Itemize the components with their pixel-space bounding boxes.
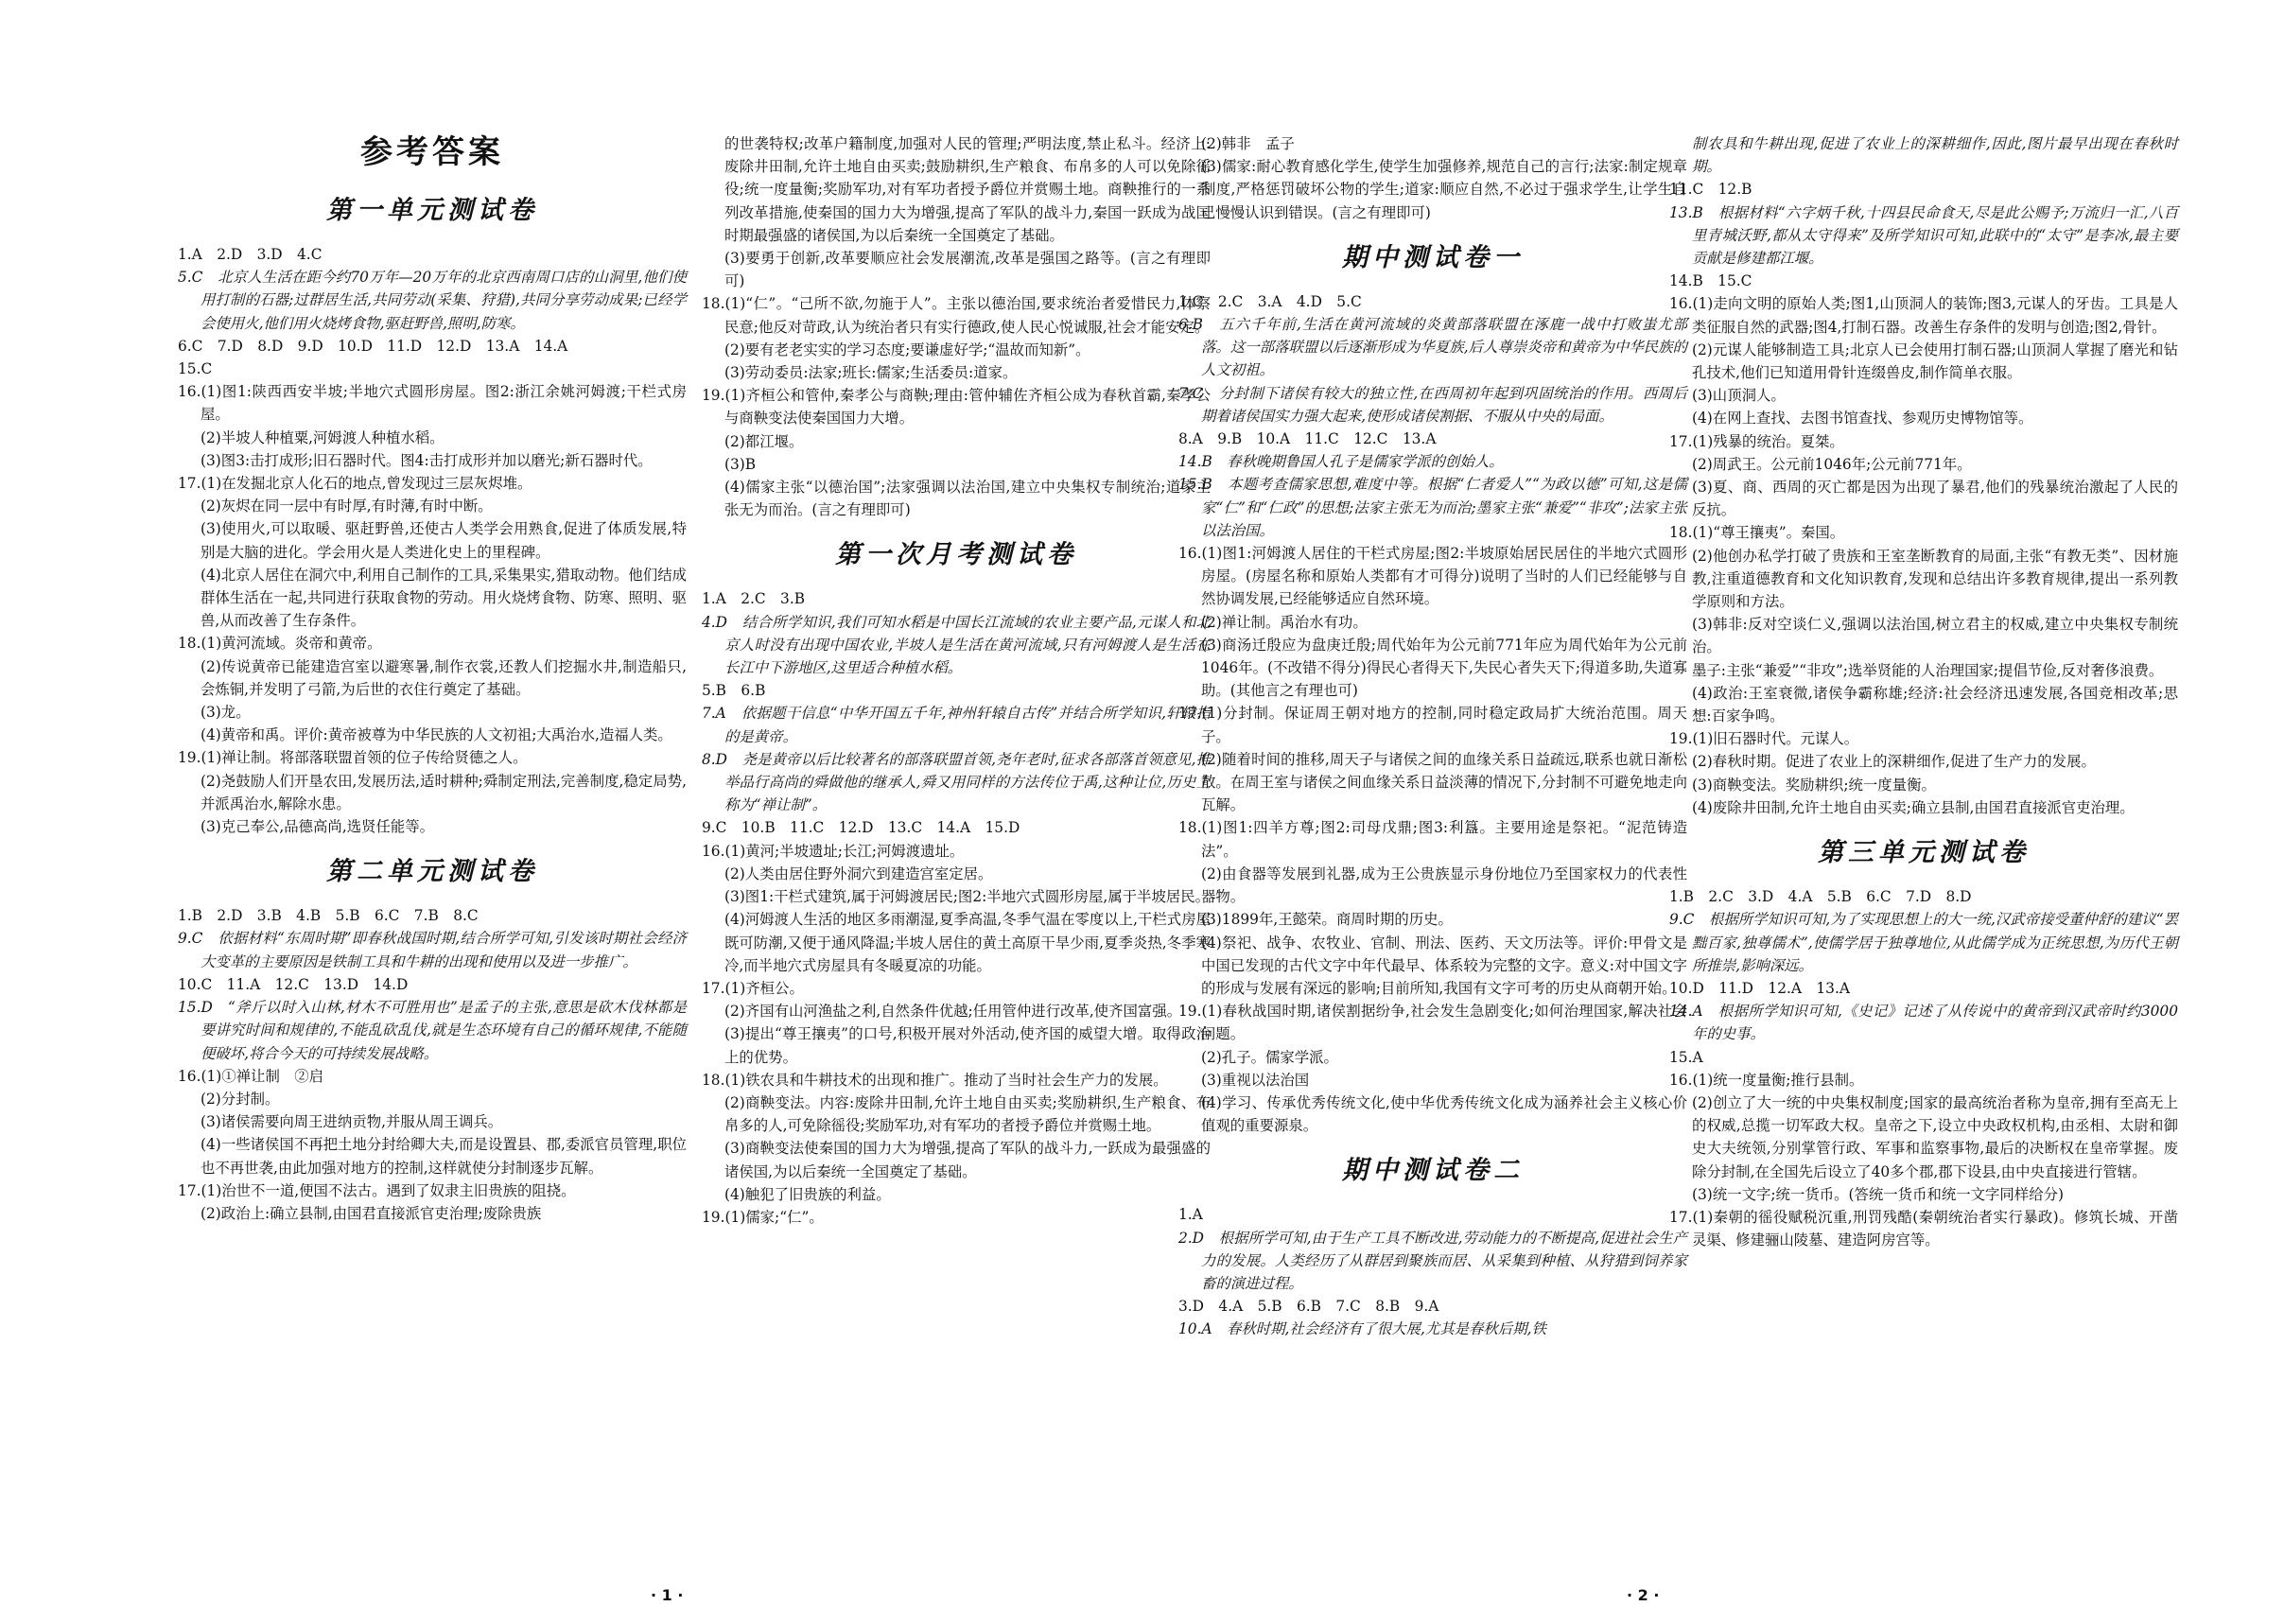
answer-subitem: (2)由食器等发展到礼器,成为王公贵族显示身份地位乃至国家权力的代表性器物。 bbox=[1201, 864, 1687, 906]
answer-subitem: (3)B bbox=[724, 455, 757, 473]
answer-item: 15.B 本题考查儒家思想,难度中等。根据“仁者爱人”“为政以德”可知,这是儒家“仁”和“仁政”的思想;法家主张无为而治;墨家主张“兼爱”“非攻”;法家主张以法治国。 bbox=[1178, 476, 1687, 539]
answer-subitem: (4)学习、传承优秀传统文化,使中华优秀传统文化成为涵养社会主义核心价值观的重要源泉。 bbox=[1201, 1093, 1687, 1135]
answer-item: 17.(1)在发掘北京人化石的地点,曾发现过三层灰烬堆。 bbox=[178, 475, 532, 493]
answer-item: 14.A 根据所学知识可知,《史记》记述了从传说中的黄帝到汉武帝时约3000年的史事。 bbox=[1669, 1003, 2178, 1043]
answer-item: 5.B 6.B bbox=[702, 682, 766, 700]
answer-subitem: (2)元谋人能够制造工具;北京人已会使用打制石器;山顶洞人掌握了磨光和钻孔技术,他们已知道用骨针连缀兽皮,制作简单衣服。 bbox=[1692, 341, 2178, 382]
answer-subitem: 墨子:主张“兼爱”“非攻”;选举贤能的人治理国家;提倡节俭,反对奢侈浪费。 bbox=[1692, 661, 2164, 679]
answer-subitem: (4)黄帝和禹。评价:黄帝被尊为中华民族的人文初祖;大禹治水,造福人类。 bbox=[201, 726, 672, 744]
answer-item: 8.A 9.B 10.A 11.C 12.C 13.A bbox=[1178, 430, 1437, 448]
answer-item: 16.(1)①禅让制 ②启 bbox=[178, 1067, 324, 1085]
answer-subitem: (2)韩非 孟子 bbox=[1201, 135, 1295, 152]
answer-item: 6.B 五六千年前,生活在黄河流域的炎黄部落联盟在涿鹿一战中打败蚩尤部落。这一部落联盟以后逐渐形成为华夏族,后人尊崇炎帝和黄帝为中华民族的人文初祖。 bbox=[1178, 316, 1687, 379]
answer-subitem: (4)废除井田制,允许土地自由买卖;确立县制,由国君直接派官吏治理。 bbox=[1692, 798, 2135, 816]
answer-subitem: (2)灰烬在同一层中有时厚,有时薄,有时中断。 bbox=[201, 498, 493, 515]
answer-item: 13.B 根据材料“六字炳千秋,十四县民命食天,尽是此公赐予;万流归一汇,八百里青城沃野,都从太守得来”及所学知识可知,此联中的“太守”是李冰,最主要贡献是修建都江堰。 bbox=[1669, 203, 2178, 268]
answer-item: 9.C 根据所学知识可知,为了实现思想上的大一统,汉武帝接受董仲舒的建议“罢黜百家,独尊儒术”,使儒学居于独尊地位,从此儒学成为正统思想,为历代王朝所推崇,影响深远。 bbox=[1669, 911, 2178, 974]
answer-subitem: (4)北京人居住在洞穴中,利用自己制作的工具,采集果实,猎取动物。他们结成群体生活在一起,共同进行获取食物的劳动。用火烧烤食物、防寒、照明、驱兽,从而改善了生存条件。 bbox=[201, 566, 687, 630]
answer-subitem: (3)1899年,王懿荣。商周时期的历史。 bbox=[1201, 911, 1453, 929]
answer-item: 14.B 春秋晚期鲁国人孔子是儒家学派的创始人。 bbox=[1178, 453, 1504, 471]
answer-item: 17.(1)秦朝的徭役赋税沉重,刑罚残酷(秦朝统治者实行暴政)。修筑长城、开凿灵渠、修建骊山陵墓、建造阿房宫等。 bbox=[1669, 1208, 2178, 1249]
answer-subitem: (3)使用火,可以取暖、驱赶野兽,还使古人类学会用熟食,促进了体质发展,特别是大脑的进化。学会用火是人类进化史上的里程碑。 bbox=[201, 520, 687, 561]
answer-item: 1.B 2.C 3.D 4.A 5.B 6.C 7.D 8.D bbox=[1669, 888, 1972, 906]
answer-item: 7.C 分封制下诸侯有较大的独立性,在西周初年起到巩固统治的作用。西周后期着诸侯国实力强大起来,使形成诸侯割据、不服从中央的局面。 bbox=[1178, 384, 1687, 425]
answer-subitem: (4)一些诸侯国不再把土地分封给卿大夫,而是设置县、郡,委派官员管理,职位也不再世袭,由此加强对地方的控制,这样就使分封制逐步瓦解。 bbox=[201, 1136, 687, 1177]
answer-subitem: (3)劳动委员:法家;班长:儒家;生活委员:道家。 bbox=[724, 364, 1018, 382]
answer-item: 17.(1)残暴的统治。夏桀。 bbox=[1669, 432, 1844, 450]
answer-item: 9.C 10.B 11.C 12.D 13.C 14.A 15.D bbox=[702, 819, 1020, 837]
answer-item: 16.(1)走向文明的原始人类;图1,山顶洞人的装饰;图3,元谋人的牙齿。工具是人类征服自然的武器;图4,打制石器。改善生存条件的发明与创造;图2,骨针。 bbox=[1669, 295, 2178, 336]
answer-subitem: (2)尧鼓励人们开垦农田,发展历法,适时耕种;舜制定刑法,完善制度,稳定局势,并派禹治水,解除水患。 bbox=[201, 772, 687, 812]
answer-item: 19.(1)春秋战国时期,诸侯割据纷争,社会发生急剧变化;如何治理国家,解决社会问题。 bbox=[1178, 1003, 1687, 1043]
answer-item: 18.(1)铁农具和牛耕技术的出现和推广。推动了当时社会生产力的发展。 bbox=[702, 1071, 1168, 1089]
section-title: 第二单元测试卷 bbox=[326, 857, 538, 887]
answer-subitem: (3)诸侯需要向周王进纳贡物,并服从周王调兵。 bbox=[201, 1113, 503, 1131]
answer-item: 4.D 结合所学知识,我们可知水稻是中国长江流域的农业主要产品,元谋人和北京人时没有出现中国农业,半坡人是生活在黄河流域,只有河姆渡人是生活在长江中下游地区,这里适合种植水稻。 bbox=[702, 613, 1211, 677]
answer-item: 10.C 11.A 12.C 13.D 14.D bbox=[178, 975, 409, 993]
answer-subitem: (3)克己奉公,品德高尚,选贤任能等。 bbox=[201, 818, 435, 836]
answer-item: 19.(1)旧石器时代。元谋人。 bbox=[1669, 730, 1859, 748]
answer-subitem: (3)龙。 bbox=[201, 704, 251, 722]
answer-subitem: (2)半坡人种植粟,河姆渡人种植水稻。 bbox=[201, 428, 445, 446]
answer-subitem: (2)周武王。公元前1046年;公元前771年。 bbox=[1692, 455, 1972, 473]
answer-subitem: (3)夏、商、西周的灭亡都是因为出现了暴君,他们的残暴统治激起了人民的反抗。 bbox=[1692, 479, 2178, 519]
answer-item: 17.(1)治世不一道,便国不法古。遇到了奴隶主旧贵族的阻挠。 bbox=[178, 1181, 576, 1199]
answer-subitem: (3)重视以法治国 bbox=[1201, 1071, 1310, 1089]
answer-subitem: (2)随着时间的推移,周天子与诸侯之间的血缘关系日益疏远,联系也就日渐松散。在周王室与诸侯之间血缘关系日益淡薄的情况下,分封制不可避免地走向瓦解。 bbox=[1201, 750, 1687, 814]
answer-subitem: (3)图1:干栏式建筑,属于河姆渡居民;图2:半地穴式圆形房屋,属于半坡居民。 bbox=[724, 888, 1211, 906]
answer-subitem: (4)河姆渡人生活的地区多雨潮湿,夏季高温,冬季气温在零度以上,干栏式房屋既可防潮,又便于通风降温;半坡人居住的黄土高原干旱少雨,夏季炎热,冬季寒冷,而半地穴式房屋具有冬暖夏凉的功能。 bbox=[724, 911, 1211, 974]
answer-item: 19.(1)齐桓公和管仲,秦孝公与商鞅;理由:管仲辅佐齐桓公成为春秋首霸,秦孝公与商鞅变法使秦国国力大增。 bbox=[702, 387, 1211, 428]
answer-subitem: (2)齐国有山河渔盐之利,自然条件优越;任用管仲进行改革,使齐国富强。 bbox=[724, 1003, 1182, 1021]
answer-item: 1.A 2.C 3.B bbox=[702, 590, 806, 608]
answer-subitem: (3)儒家:耐心教育感化学生,使学生加强修养,规范自己的言行;法家:制定规章制度,严格惩罚破坏公物的学生;道家:顺应自然,不必过于强求学生,让学生自己慢慢认识到错误。(言之有理即可) bbox=[1201, 158, 1687, 221]
answer-item: 3.D 4.A 5.B 6.B 7.C 8.B 9.A bbox=[1178, 1298, 1439, 1316]
answer-item: 17.(1)齐桓公。 bbox=[702, 979, 804, 997]
answer-item: 10.D 11.D 12.A 13.A bbox=[1669, 979, 1850, 997]
answer-subitem: (2)创立了大一统的中央集权制度;国家的最高统治者称为皇帝,拥有至高无上的权威,总揽一切军政大权。皇帝之下,设立中央政权机构,由丞相、太尉和御史大夫统领,分别掌管行政、军事和监察事物,最后的决断权在皇帝掌握。废除分封制,在全国先后设立了40多个郡,郡下设县,由中央直接进行管辖。 bbox=[1692, 1093, 2178, 1180]
answer-subitem: (2)分封制。 bbox=[201, 1090, 280, 1108]
answer-column-3 bbox=[1178, 132, 1687, 1341]
answer-subitem: (4)在网上查找、去图书馆查找、参观历史博物馆等。 bbox=[1692, 410, 2033, 428]
section-title: 期中测试卷一 bbox=[1342, 242, 1524, 272]
answer-subitem: (4)祭祀、战争、农牧业、官制、刑法、医药、天文历法等。评价:甲骨文是中国已发现的古代文字中年代最早、体系较为完整的文字。意义:对中国文字的形成与发展有深远的影响;目前所知,我国有文字可考的历史从商朝开始。 bbox=[1201, 934, 1687, 997]
answer-item: 2.D 根据所学可知,由于生产工具不断改进,劳动能力的不断提高,促进社会生产力的发展。人类经历了从群居到聚族而居、从采集到种植、从狩猎到饲养家畜的演进过程。 bbox=[1178, 1229, 1687, 1292]
answer-item: 19.(1)儒家;“仁”。 bbox=[702, 1208, 824, 1226]
answer-subitem: (3)山顶洞人。 bbox=[1692, 387, 1786, 405]
answer-column-1 bbox=[178, 128, 687, 1225]
answer-item: 15.D “斧斤以时入山林,材木不可胜用也”是孟子的主张,意思是砍木伐林都是要讲究时间和规律的,不能乱砍乱伐,就是生态环境有自己的循环规律,不能随便破坏,将合今天的可持续发展战略。 bbox=[178, 999, 687, 1062]
answer-subitem: (2)孔子。儒家学派。 bbox=[1201, 1048, 1338, 1066]
section-title: 第三单元测试卷 bbox=[1818, 838, 2030, 868]
answer-subitem: (2)禅让制。禹治水有功。 bbox=[1201, 613, 1368, 631]
answer-subitem: 的世袭特权;改革户籍制度,加强对人民的管理;严明法度,禁止私斗。经济上:废除井田制,允许土地自由买卖;鼓励耕织,生产粮食、布帛多的人可以免除徭役;统一度量衡;奖励军功,对有军功者授予爵位并赏赐土地。商鞅推行的一系列改革措施,使秦国的国力大为增强,提高了军队的战斗力,秦国一跃成为战国时期最强盛的诸侯国,为以后秦统一全国奠定了基础。 bbox=[724, 135, 1211, 244]
section-title: 期中测试卷二 bbox=[1342, 1156, 1524, 1186]
answer-item: 8.D 尧是黄帝以后比较著名的部落联盟首领,尧年老时,征求各部落首领意见,推举品行高尚的舜做他的继承人,舜又用同样的方法传位于禹,这种让位,历史上称为“禅让制”。 bbox=[702, 750, 1211, 814]
answer-item: 18.(1)图1:四羊方尊;图2:司母戊鼎;图3:利簋。主要用途是祭祀。“泥范铸造法”。 bbox=[1178, 819, 1687, 860]
answer-item: 7.A 依据题干信息“中华开国五千年,神州轩辕自古传”并结合所学知识,轩辕指的是黄帝。 bbox=[702, 705, 1211, 745]
answer-subitem: (4)儒家主张“以德治国”;法家强调以法治国,建立中央集权专制统治;道家主张无为而治。(言之有理即可) bbox=[724, 479, 1211, 519]
answer-item: 16.(1)图1:陕西西安半坡;半地穴式圆形房屋。图2:浙江余姚河姆渡;干栏式房屋。 bbox=[178, 383, 687, 424]
answer-subitem: (3)韩非:反对空谈仁义,强调以法治国,树立君主的权威,建立中央集权专制统治。 bbox=[1692, 616, 2178, 656]
answer-item: 5.C 北京人生活在距今约70万年—20万年的北京西南周口店的山洞里,他们使用打制的石器;过群居生活,共同劳动(采集、狩猎),共同分享劳动成果;已经学会使用火,他们用火烧烤食物,驱赶野兽,照明,防寒。 bbox=[178, 269, 687, 332]
answer-subitem: (3)图3:击打成形;旧石器时代。图4:击打成形并加以磨光;新石器时代。 bbox=[201, 451, 653, 469]
section-title: 第一单元测试卷 bbox=[326, 196, 538, 225]
answer-subitem: (3)提出“尊王攘夷”的口号,积极开展对外活动,使齐国的威望大增。取得政治上的优势。 bbox=[724, 1025, 1211, 1066]
answer-item: 15.C bbox=[178, 360, 213, 378]
document-title: 参考答案 bbox=[360, 133, 504, 171]
answer-item: 16.(1)黄河;半坡遗址;长江;河姆渡遗址。 bbox=[702, 842, 965, 860]
answer-item: 18.(1)“仁”。“己所不欲,勿施于人”。主张以德治国,要求统治者爱惜民力,体察民意;他反对苛政,认为统治者只有实行德政,使人民心悦诚服,社会才能安定。 bbox=[702, 295, 1211, 336]
section-title: 第一次月考测试卷 bbox=[835, 540, 1077, 570]
page-number-1: · 1 · bbox=[651, 1586, 684, 1604]
answer-item: 1.A bbox=[1178, 1206, 1203, 1224]
answer-item: 16.(1)统一度量衡;推行县制。 bbox=[1669, 1071, 1864, 1089]
answer-item: 10.A 春秋时期,社会经济有了很大展,尤其是春秋后期,铁 bbox=[1178, 1320, 1546, 1338]
answer-item: 18.(1)“尊王攘夷”。秦国。 bbox=[1669, 524, 1845, 542]
answer-subitem: (2)商鞅变法。内容:废除井田制,允许土地自由买卖;奖励耕织,生产粮食、布帛多的人,可免除徭役;奖励军功,对有军功的者授予爵位并赏赐土地。 bbox=[724, 1093, 1211, 1135]
answer-subitem: (2)春秋时期。促进了农业上的深耕细作,促进了生产力的发展。 bbox=[1692, 753, 2096, 771]
answer-column-4 bbox=[1669, 132, 2178, 1251]
answer-subitem: (4)触犯了旧贵族的利益。 bbox=[724, 1185, 891, 1203]
page-number-2: · 2 · bbox=[1627, 1586, 1660, 1604]
answer-subitem: (3)要勇于创新,改革要顺应社会发展潮流,改革是强国之路等。(言之有理即可) bbox=[724, 250, 1211, 290]
answer-item: 17.(1)分封制。保证周王朝对地方的控制,同时稳定政局扩大统治范围。周天子。 bbox=[1178, 705, 1687, 745]
answer-subitem: (2)传说黄帝已能建造宫室以避寒暑,制作衣裳,还教人们挖掘水井,制造船只,会炼铜,并发明了弓箭,为后世的衣住行奠定了基础。 bbox=[201, 657, 687, 698]
answer-subitem: (2)人类由居住野外洞穴到建造宫室定居。 bbox=[724, 864, 993, 882]
answer-item: 1.A 2.D 3.D 4.C bbox=[178, 246, 323, 263]
answer-item: 18.(1)黄河流域。炎帝和黄帝。 bbox=[178, 635, 382, 653]
answer-column-2 bbox=[702, 132, 1211, 1229]
answer-item: 11.C 12.B bbox=[1669, 181, 1752, 199]
answer-subitem: (3)商鞅变法使秦国的国力大为增强,提高了军队的战斗力,一跃成为最强盛的诸侯国,为以后秦统一全国奠定了基础。 bbox=[724, 1140, 1211, 1180]
answer-item: 9.C 依据材料“东周时期”即春秋战国时期,结合所学可知,引发该时期社会经济大变革的主要原因是铁制工具和牛耕的出现和使用以及进一步推广。 bbox=[178, 930, 687, 970]
answer-subitem: 制农具和牛耕出现,促进了农业上的深耕细作,因此,图片最早出现在春秋时期。 bbox=[1692, 135, 2178, 176]
answer-subitem: (3)统一文字;统一货币。(答统一货币和统一文字同样给分) bbox=[1692, 1185, 2064, 1203]
answer-subitem: (2)都江堰。 bbox=[724, 432, 804, 450]
answer-subitem: (2)他创办私学打破了贵族和王室垄断教育的局面,主张“有教无类”、因材施教,注重道德教育和文化知识教育,发现和总结出许多教育规律,提出一系列教学原则和方法。 bbox=[1692, 547, 2178, 611]
answer-subitem: (2)要有老老实实的学习态度;要谦虚好学;“温故而知新”。 bbox=[724, 341, 1090, 358]
answer-subitem: (4)政治:王室衰微,诸侯争霸称雄;经济:社会经济迅速发展,各国竞相改革;思想:百家争鸣。 bbox=[1692, 684, 2178, 725]
answer-subitem: (3)商鞅变法。奖励耕织;统一度量衡。 bbox=[1692, 776, 1936, 794]
answer-item: 1.B 2.D 3.B 4.B 5.B 6.C 7.B 8.C bbox=[178, 907, 479, 925]
answer-item: 1.C 2.C 3.A 4.D 5.C bbox=[1178, 292, 1362, 310]
answer-subitem: (3)商汤迁殷应为盘庚迁殷;周代始年为公元前771年应为周代始年为公元前1046年。(不改错不得分)得民心者得天下,失民心者失天下;得道多助,失道寡助。(其他言之有理也可) bbox=[1201, 636, 1687, 700]
answer-item: 14.B 15.C bbox=[1669, 272, 1752, 290]
answer-subitem: (2)政治上:确立县制,由国君直接派官吏治理;废除贵族 bbox=[201, 1204, 542, 1222]
answer-item: 15.A bbox=[1669, 1048, 1703, 1066]
answer-item: 19.(1)禅让制。将部落联盟首领的位子传给贤德之人。 bbox=[178, 749, 528, 767]
answer-item: 6.C 7.D 8.D 9.D 10.D 11.D 12.D 13.A 14.A bbox=[178, 337, 568, 355]
answer-item: 16.(1)图1:河姆渡人居住的干栏式房屋;图2:半坡原始居民居住的半地穴式圆形房屋。(房屋名称和原始人类都有才可得分)说明了当时的人们已经能够与自然协调发展,已经能够适应自然环境。 bbox=[1178, 545, 1687, 608]
